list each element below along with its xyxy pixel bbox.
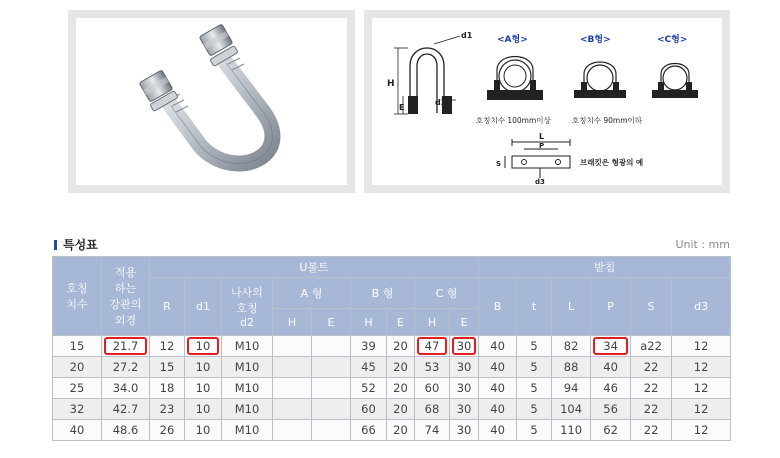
- table-cell: 32: [53, 399, 102, 420]
- table-cell: 12: [672, 399, 731, 420]
- table-row: [53, 357, 731, 378]
- hdr-d3: d3: [672, 278, 731, 336]
- table-row: [53, 336, 731, 357]
- table-cell: 30: [450, 336, 479, 357]
- hdr-thread-line1: 나사의: [231, 286, 263, 299]
- table-row: [53, 420, 731, 441]
- table-cell: 40: [479, 399, 517, 420]
- hdr-P: P: [591, 278, 631, 336]
- table-cell: M10: [222, 357, 273, 378]
- table-cell: 10: [185, 399, 222, 420]
- table-cell: [273, 336, 312, 357]
- hdr-t: t: [517, 278, 552, 336]
- hdr-r: R: [150, 278, 185, 336]
- hdr-nominal-line2: 치수: [66, 298, 88, 311]
- note-type-bc: 호칭치수 90mm이하: [572, 116, 643, 125]
- table-cell: 20: [387, 336, 415, 357]
- type-b-label: <B형>: [580, 35, 611, 45]
- hdr-a-e: E: [312, 309, 351, 336]
- hdr-a-h: H: [273, 309, 312, 336]
- table-cell: 10: [185, 378, 222, 399]
- table-cell: 45: [351, 357, 387, 378]
- table-cell: 22: [631, 378, 672, 399]
- label-d2: d2: [435, 98, 447, 107]
- table-cell: 60: [351, 399, 387, 420]
- note-type-a: 호칭치수 100mm이상: [476, 116, 551, 125]
- hdr-nominal-line1: 호칭: [66, 282, 88, 295]
- table-cell: 60: [415, 378, 450, 399]
- table-cell: 68: [415, 399, 450, 420]
- hdr-thread-line2: 호칭: [236, 302, 258, 315]
- table-cell: 20: [387, 420, 415, 441]
- table-cell: 62: [591, 420, 631, 441]
- label-s: S: [496, 160, 502, 168]
- table-cell: 22: [631, 420, 672, 441]
- table-cell: 21.7: [102, 336, 150, 357]
- hdr-c-e: E: [450, 309, 479, 336]
- label-d3: d3: [535, 178, 545, 185]
- table-cell: 10: [185, 336, 222, 357]
- table-cell: M10: [222, 420, 273, 441]
- table-cell: 20: [387, 399, 415, 420]
- u-bolt-dimension-drawing: [372, 18, 722, 185]
- hdr-c-h: H: [415, 309, 450, 336]
- hdr-pipe-line1: 적용: [114, 266, 137, 279]
- table-cell: [273, 357, 312, 378]
- table-cell: 12: [672, 420, 731, 441]
- table-cell: 74: [415, 420, 450, 441]
- table-cell: 52: [351, 378, 387, 399]
- table-cell: 10: [185, 420, 222, 441]
- table-cell: 18: [150, 378, 185, 399]
- table-cell: 5: [517, 399, 552, 420]
- bracket-note: 브래킷은 형광의 예: [580, 158, 644, 167]
- table-cell: 39: [351, 336, 387, 357]
- table-cell: 40: [591, 357, 631, 378]
- hdr-bracket: 받침: [479, 257, 731, 278]
- hdr-thread-line3: d2: [240, 316, 254, 329]
- table-cell: 40: [479, 378, 517, 399]
- table-cell: 12: [672, 357, 731, 378]
- table-cell: [273, 378, 312, 399]
- table-cell: 40: [479, 336, 517, 357]
- table-cell: 47: [415, 336, 450, 357]
- spec-table: [52, 256, 731, 441]
- table-cell: 88: [552, 357, 591, 378]
- hdr-thread: [222, 278, 273, 336]
- product-photo-frame: [68, 10, 355, 193]
- table-cell: 66: [351, 420, 387, 441]
- section-title-text: 특성표: [63, 238, 98, 252]
- hdr-b-h: H: [351, 309, 387, 336]
- table-row: [53, 378, 731, 399]
- table-cell: 5: [517, 357, 552, 378]
- label-l: L: [539, 132, 545, 141]
- table-cell: 30: [450, 357, 479, 378]
- table-cell: 34.0: [102, 378, 150, 399]
- table-cell: 20: [387, 378, 415, 399]
- table-cell: 22: [631, 357, 672, 378]
- label-e: E: [399, 103, 405, 112]
- hdr-S: S: [631, 278, 672, 336]
- label-p: P: [539, 142, 545, 150]
- hdr-b-e: E: [387, 309, 415, 336]
- title-bullet: [54, 240, 57, 250]
- hdr-nominal-size: [53, 257, 102, 336]
- table-cell: M10: [222, 336, 273, 357]
- table-cell: 15: [150, 357, 185, 378]
- section-title: [54, 236, 98, 253]
- table-cell: a22: [631, 336, 672, 357]
- table-cell: 15: [53, 336, 102, 357]
- table-cell: [273, 399, 312, 420]
- u-bolt-photo: [76, 18, 347, 185]
- table-cell: 26: [150, 420, 185, 441]
- table-cell: [312, 399, 351, 420]
- table-cell: 22: [631, 399, 672, 420]
- type-c-label: <C형>: [657, 35, 688, 45]
- table-cell: [273, 420, 312, 441]
- hdr-pipe-line4: 외경: [114, 314, 137, 327]
- dimension-diagram-frame: [364, 10, 730, 193]
- hdr-type-a: A 형: [273, 278, 351, 309]
- type-c-drawing: [652, 64, 698, 99]
- dimension-diagram: [372, 18, 722, 185]
- table-cell: [312, 378, 351, 399]
- table-cell: 56: [591, 399, 631, 420]
- spec-table-body: [53, 336, 731, 441]
- table-cell: 12: [672, 336, 731, 357]
- table-cell: [312, 357, 351, 378]
- hdr-B: B: [479, 278, 517, 336]
- table-cell: 34: [591, 336, 631, 357]
- product-photo: [76, 18, 347, 185]
- table-cell: 42.7: [102, 399, 150, 420]
- table-cell: 104: [552, 399, 591, 420]
- table-cell: 10: [185, 357, 222, 378]
- table-cell: 40: [479, 420, 517, 441]
- table-cell: 94: [552, 378, 591, 399]
- table-cell: 30: [450, 378, 479, 399]
- table-cell: 40: [53, 420, 102, 441]
- hdr-d1: d1: [185, 278, 222, 336]
- table-cell: 5: [517, 336, 552, 357]
- bracket-drawing: [505, 139, 570, 178]
- table-cell: M10: [222, 399, 273, 420]
- label-h: H: [387, 79, 395, 89]
- table-cell: 5: [517, 420, 552, 441]
- table-cell: 12: [672, 378, 731, 399]
- hdr-pipe-od: [102, 257, 150, 336]
- table-cell: [312, 336, 351, 357]
- table-cell: 20: [53, 357, 102, 378]
- table-cell: 110: [552, 420, 591, 441]
- table-cell: 25: [53, 378, 102, 399]
- table-cell: 40: [479, 357, 517, 378]
- hdr-pipe-line2: 하는: [114, 282, 137, 295]
- table-cell: 5: [517, 378, 552, 399]
- unit-label: Unit : mm: [675, 238, 730, 251]
- table-cell: 53: [415, 357, 450, 378]
- table-cell: 48.6: [102, 420, 150, 441]
- hdr-type-b: B 형: [351, 278, 415, 309]
- hdr-type-c: C 형: [415, 278, 479, 309]
- table-cell: 23: [150, 399, 185, 420]
- hdr-ubolt: U볼트: [150, 257, 479, 278]
- type-a-drawing: [487, 57, 543, 101]
- table-cell: 12: [150, 336, 185, 357]
- hdr-L: L: [552, 278, 591, 336]
- table-cell: 30: [450, 399, 479, 420]
- hdr-pipe-line3: 강관의: [109, 298, 142, 311]
- type-b-drawing: [574, 62, 626, 98]
- table-row: [53, 399, 731, 420]
- type-a-label: <A형>: [497, 35, 528, 45]
- table-cell: 46: [591, 378, 631, 399]
- table-cell: M10: [222, 378, 273, 399]
- table-cell: 82: [552, 336, 591, 357]
- table-cell: [312, 420, 351, 441]
- label-d1: d1: [461, 31, 473, 40]
- table-cell: 20: [387, 357, 415, 378]
- table-cell: 27.2: [102, 357, 150, 378]
- table-cell: 30: [450, 420, 479, 441]
